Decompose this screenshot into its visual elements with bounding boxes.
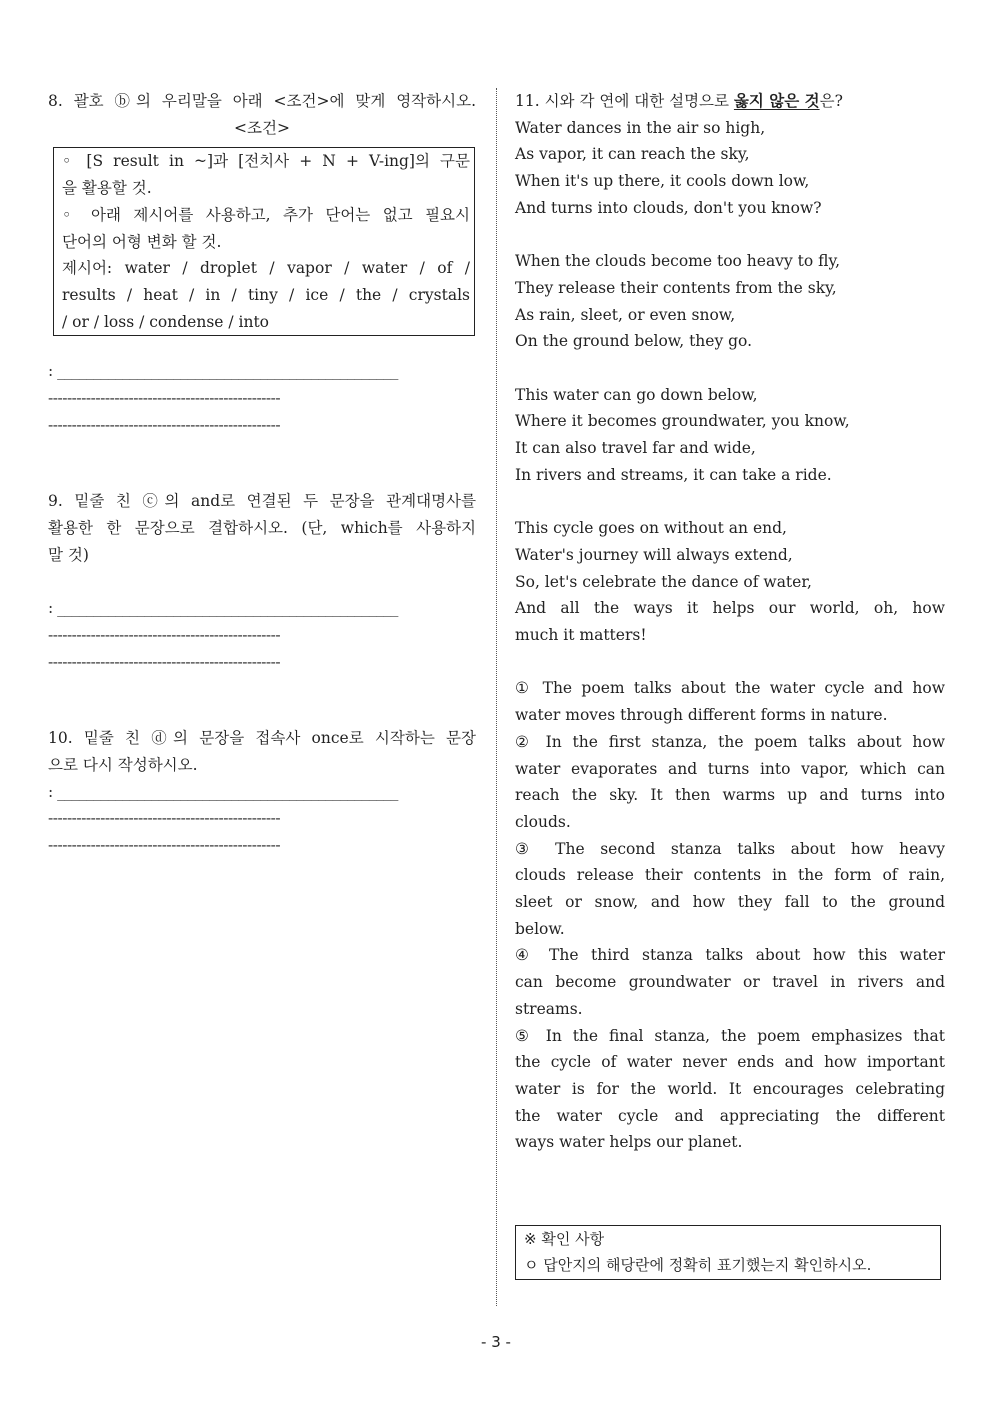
- poem-stanza-2: [515, 248, 945, 355]
- choice-text: streams.: [515, 999, 583, 1018]
- question-10-title: 10. 밑줄 친 ⓓ의 문장을 접속사 once로 시작하는 문장: [48, 729, 476, 748]
- spacer: [48, 569, 476, 596]
- answer-choices: [515, 675, 945, 1156]
- question-11-title-suffix: 은?: [819, 92, 843, 110]
- spacer: [48, 675, 476, 725]
- poem-line: And all the ways it helps our world, oh, how: [515, 599, 945, 618]
- choice-text: ④ The third stanza talks about how this water: [515, 946, 945, 965]
- poem-stanza-3: [515, 382, 945, 489]
- question-8-title: 8. 괄호 ⓑ의 우리말을 아래 <조건>에 맞게 영작하시오.: [48, 92, 476, 110]
- choice-1[interactable]: [515, 675, 945, 728]
- poem-line: When it's up there, it cools down low,: [515, 172, 810, 191]
- spacer: [48, 438, 476, 488]
- stanza-break: [515, 222, 945, 249]
- choice-text: ⑤ In the final stanza, the poem emphasizes that: [515, 1026, 945, 1045]
- answer-line[interactable]: -------------------------------------------------: [48, 836, 281, 855]
- condition-line: 을 활용할 것.: [62, 179, 152, 198]
- choice-4[interactable]: [515, 942, 945, 1022]
- notice-heading: ※ 확인 사항: [524, 1230, 605, 1248]
- answer-line[interactable]: -------------------------------------------------: [48, 809, 281, 828]
- poem-stanza-1: [515, 115, 945, 222]
- poem-line: This water can go down below,: [515, 385, 758, 404]
- poem-line: As rain, sleet, or even snow,: [515, 305, 736, 324]
- question-9: [48, 488, 476, 675]
- page-number: - 3 -: [481, 1333, 511, 1351]
- choice-text: clouds release their contents in the form of rain,: [515, 866, 945, 885]
- poem-line: In rivers and streams, it can take a ride.: [515, 465, 832, 484]
- choice-text: ② In the first stanza, the poem talks about how: [515, 732, 945, 751]
- choice-text: water evaporates and turns into vapor, which can: [515, 759, 945, 778]
- poem-line: It can also travel far and wide,: [515, 439, 756, 458]
- poem-line: Water's journey will always extend,: [515, 545, 793, 564]
- choice-text: water moves through different forms in nature.: [515, 706, 888, 725]
- keyword-line: 제시어: water / droplet / vapor / water / of /: [62, 259, 470, 278]
- question-10: [48, 725, 476, 859]
- answer-line[interactable]: -------------------------------------------------: [48, 389, 281, 408]
- notice-item: ㅇ 답안지의 해당란에 정확히 표기했는지 확인하시오.: [524, 1256, 872, 1274]
- question-10-title: 으로 다시 작성하시오.: [48, 756, 198, 775]
- answer-line[interactable]: -------------------------------------------------: [48, 625, 281, 644]
- choice-2[interactable]: [515, 729, 945, 836]
- poem-stanza-4: [515, 515, 945, 649]
- condition-line: ◦ 아래 제시어를 사용하고, 추가 단어는 없고 필요시: [62, 205, 470, 224]
- choice-text: the water cycle and appreciating the different: [515, 1106, 945, 1125]
- choice-text: sleet or snow, and how they fall to the ground: [515, 893, 945, 912]
- poem-line: And turns into clouds, don't you know?: [515, 198, 822, 217]
- choice-text: below.: [515, 919, 565, 938]
- poem-line: They release their contents from the sky,: [515, 278, 837, 297]
- choice-text: ways water helps our planet.: [515, 1133, 743, 1152]
- column-divider: [496, 88, 497, 1306]
- poem-line: Where it becomes groundwater, you know,: [515, 412, 850, 431]
- condition-line: 단어의 어형 변화 할 것.: [62, 232, 222, 251]
- answer-line[interactable]: -------------------------------------------------: [48, 415, 281, 434]
- condition-line: ◦ [S result in ~]과 [전치사 + N + V-ing]의 구문: [62, 152, 470, 171]
- question-9-title: 말 것): [48, 545, 89, 564]
- choice-text: water is for the world. It encourages celebrating: [515, 1079, 945, 1098]
- keyword-line: results / heat / in / tiny / ice / the / crystals: [62, 285, 470, 304]
- choice-text: the cycle of water never ends and how important: [515, 1053, 945, 1072]
- poem-line: much it matters!: [515, 626, 647, 645]
- poem-line: When the clouds become too heavy to fly,: [515, 252, 841, 271]
- poem-line: On the ground below, they go.: [515, 332, 753, 351]
- question-9-title: 활용한 한 문장으로 결합하시오. (단, which를 사용하지: [48, 519, 476, 538]
- choice-text: can become groundwater or travel in rivers and: [515, 973, 945, 992]
- question-11-title-prefix: 11. 시와 각 연에 대한 설명으로: [515, 92, 734, 110]
- stanza-break: [515, 355, 945, 382]
- poem-line: So, let's celebrate the dance of water,: [515, 572, 812, 591]
- choice-text: ③ The second stanza talks about how heavy: [515, 839, 945, 858]
- answer-line[interactable]: : _______________________________________________: [48, 362, 398, 381]
- poem-line: As vapor, it can reach the sky,: [515, 145, 750, 164]
- choice-text: reach the sky. It then warms up and turns into: [515, 786, 945, 805]
- answer-line[interactable]: -------------------------------------------------: [48, 652, 281, 671]
- choice-text: ① The poem talks about the water cycle and how: [515, 679, 945, 698]
- question-9-title: 9. 밑줄 친 ⓒ의 and로 연결된 두 문장을 관계대명사를: [48, 492, 476, 511]
- keyword-line: / or / loss / condense / into: [62, 312, 270, 331]
- poem-line: This cycle goes on without an end,: [515, 519, 787, 538]
- stanza-break: [515, 489, 945, 516]
- spacer: [48, 336, 476, 358]
- poem: [515, 115, 945, 649]
- choice-5[interactable]: [515, 1023, 945, 1157]
- poem-line: Water dances in the air so high,: [515, 118, 766, 137]
- right-column: [515, 88, 945, 1156]
- spacer: [515, 649, 945, 676]
- answer-line[interactable]: : _______________________________________________: [48, 599, 398, 618]
- notice-box: [515, 1225, 941, 1280]
- choice-text: clouds.: [515, 812, 571, 831]
- question-11-emphasis: 옳지 않은 것: [733, 91, 820, 110]
- condition-heading: <조건>: [234, 118, 290, 137]
- question-11-title: [515, 88, 945, 115]
- left-column: [48, 88, 476, 859]
- condition-box: [53, 147, 475, 336]
- choice-3[interactable]: [515, 836, 945, 943]
- question-8: [48, 88, 476, 438]
- answer-line[interactable]: : _______________________________________________: [48, 782, 398, 801]
